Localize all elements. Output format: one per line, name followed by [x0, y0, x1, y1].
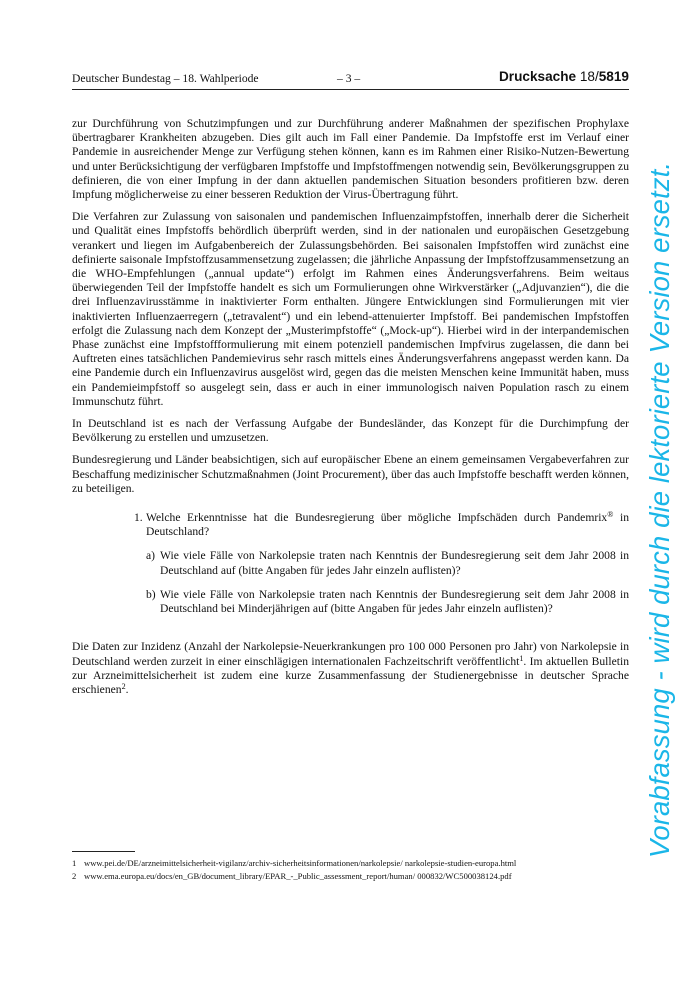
header-publisher: Deutscher Bundestag – 18. Wahlperiode	[72, 72, 259, 85]
sub-question-mark: b)	[146, 587, 156, 601]
question-1	[134, 511, 629, 539]
sub-question-text: Wie viele Fälle von Narkolepsie traten nach Kenntnis der Bundesregierung seit dem Jahr 2008 in Deutschland auf (bitte Angaben für jedes Jahr einzeln auflisten)?	[160, 549, 629, 577]
footnote-1	[72, 858, 629, 869]
question-number: 1.	[134, 511, 143, 525]
page-number: – 3 –	[337, 72, 361, 85]
footnote-2	[72, 871, 629, 882]
footnote-mark: 1	[72, 858, 77, 868]
answer-text: . Im aktuellen Bulletin zur Arzneimittelsicherheit ist zudem eine kurze Zusammenfassung der Studienergebnisse in deutscher Sprache erschienen	[72, 654, 629, 696]
footnote-ref-2: 2	[121, 681, 126, 691]
document-label: Drucksache	[498, 69, 577, 84]
main-text	[72, 117, 629, 705]
document-number-value: 5819	[598, 69, 629, 84]
paragraph: In Deutschland ist es nach der Verfassung Aufgabe der Bundesländer, das Konzept für die Durchimpfung der Bevölkerung zu erstellen und umzusetzen.	[72, 417, 629, 445]
question-block	[72, 511, 629, 616]
document-number	[499, 69, 629, 84]
sub-question-b	[146, 588, 629, 616]
sub-question-text: Wie viele Fälle von Narkolepsie traten nach Kenntnis der Bundesregierung seit dem Jahr 2008 in Deutschland bei Minderjährigen auf (bitte Angaben für jedes Jahr einzeln auflisten)?	[160, 587, 629, 616]
answer-text: .	[125, 682, 129, 696]
footnote-link[interactable]: www.ema.europa.eu/docs/en_GB/document_library/EPAR_-_Public_assessment_report/human/ 000832/WC500038124.pdf	[84, 871, 512, 881]
sub-question-mark: a)	[146, 549, 156, 563]
header-rule	[72, 89, 629, 90]
page-header	[72, 69, 629, 89]
footnote-link[interactable]: www.pei.de/DE/arzneimittelsicherheit-vigilanz/archiv-sicherheitsinformationen/narkolepsie/ narkolepsie-studien-europa.html	[84, 858, 517, 868]
footnote-mark: 2	[72, 871, 77, 881]
question-text-end: in Deutschland?	[146, 511, 629, 539]
document-number-prefix: 18/	[576, 69, 599, 84]
paragraph: zur Durchführung von Schutzimpfungen und zur Durchführung anderer Maßnahmen der spezifischen Prophylaxe übertragbarer Krankheiten abzugeben. Dies gilt auch im Fall einer Pandemie. Da Impfstoffe erst im Verlauf einer Pandemie in ausreichender Menge zur Verfügung stehen können, kann es im Rahmen einer Risiko-Nutzen-Bewertung und unter Berücksichtigung der verfügbaren Impfstoffe und Impfstoffmengen notwendig sein, Bevölkerungsgruppen zu definieren, die von einer Impfung in der dann aktuellen pandemischen Situation besonders profitieren bzw. deren Impfung möglicherweise zu einer besseren Reduktion der Virus-Übertragung führt.	[72, 117, 629, 202]
footnotes	[72, 858, 629, 884]
sub-question-a	[146, 549, 629, 577]
question-text: Welche Erkenntnisse hat die Bundesregierung über mögliche Impfschäden durch Pandemrix	[146, 511, 608, 525]
footnote-ref-1: 1	[519, 653, 524, 663]
footnote-rule	[72, 851, 135, 852]
registered-mark: ®	[607, 510, 614, 520]
answer-text: Die Daten zur Inzidenz (Anzahl der Narkolepsie-Neuerkrankungen pro 100 000 Personen pro Jahr) von Narkolepsie in Deutschland werden zurzeit in einer einschlägigen internationalen Fachzeitschrift veröffentlicht	[72, 640, 629, 668]
draft-watermark: Vorabfassung - wird durch die lektorierte Version ersetzt.	[644, 161, 675, 859]
paragraph: Bundesregierung und Länder beabsichtigen, sich auf europäischer Ebene an einem gemeinsamen Vergabeverfahren zur Beschaffung medizinischer Schutzmaßnahmen (Joint Procurement), über das auch Impfstoffe beschafft werden können, zu beteiligen.	[72, 453, 629, 495]
answer-paragraph	[72, 640, 629, 697]
paragraph: Die Verfahren zur Zulassung von saisonalen und pandemischen Influenzaimpfstoffen, innerhalb derer die Sicherheit und Qualität eines Impfstoffs behördlich überprüft werden, sind in der nationalen und europäischen Gesetzgebung verankert und liegen im Aufgabenbereich der Zulassungsbehörden. Bei saisonalen Impfstoffen wird zunächst eine definierte saisonale Impfstoffzusammensetzung zugelassen; die jährliche Anpassung der Impfstoffzusammensetzung an die WHO-Empfehlungen („annual update“) erfolgt im Rahmen eines Änderungsverfahrens. Beim weitaus überwiegenden Teil der Impfstoffe handelt es sich um Formulierungen ohne Wirkverstärker („Adjuvanzien“), die die drei Influenzavirusstämme in inaktivierter Form enthalten. Jüngere Entwicklungen sind Formulierungen mit vier inaktivierten Influenzaerregern („tetravalent“) und ein lebend-attenuierter Impfstoff. Bei pandemischen Impfstoffen erfolgt die Zulassung nach dem Konzept der „Musterimpfstoffe“ („Mock-up“). Hierbei wird in der interpandemischen Phase zunächst eine Impfstoffformulierung mit einem potenziell pandemischen Impfvirus zugelassen, die dann bei Auftreten eines tatsächlichen Pandemievirus sehr rasch mittels eines Änderungsverfahrens angepasst werden kann. Da eine Pandemie durch ein Influenzavirus ausgelöst wird, gegen das die meisten Menschen keine Immunität haben, muss ein Pandemieimpfstoff so ausgelegt sein, dass er auch in einer immunologisch naiven Population rasch zu einem Immunschutz führt.	[72, 210, 629, 408]
